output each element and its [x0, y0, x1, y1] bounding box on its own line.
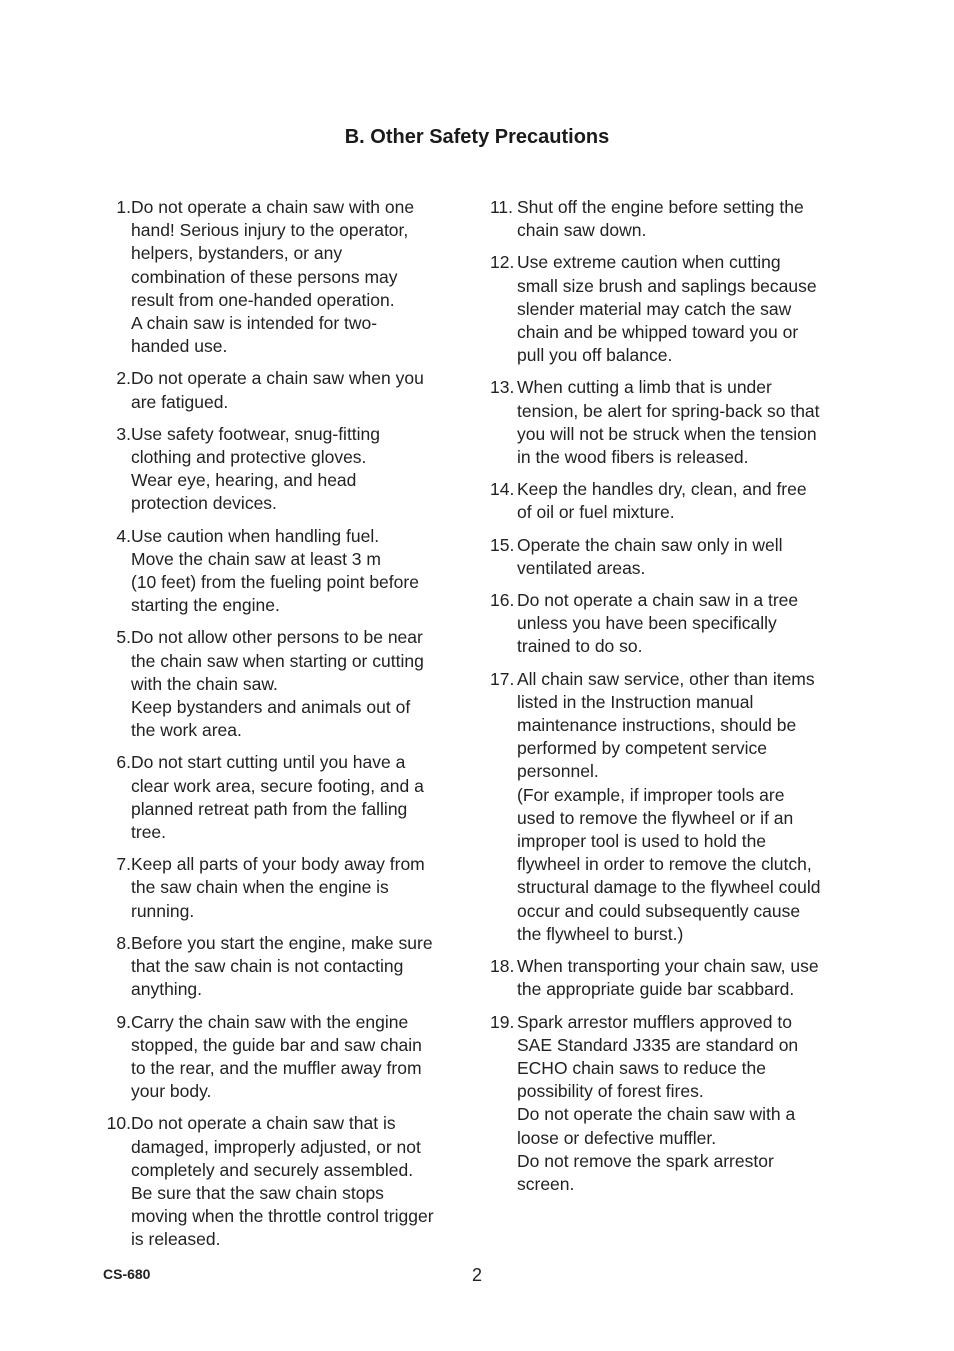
- right-column: [490, 196, 860, 1205]
- list-item: [490, 668, 860, 946]
- list-item: [490, 251, 860, 367]
- list-item: [104, 196, 474, 358]
- item-number: 6.: [116, 752, 131, 773]
- model-number: CS-680: [103, 1266, 151, 1282]
- item-text: Do not operate a chain saw with one hand! Serious injury to the operator, helpers, bystanders, or any combination of these persons may result from one-handed operation. A chain saw is intended for two- handed use.: [131, 197, 415, 357]
- list-item: [490, 955, 860, 1001]
- item-text: Do not start cutting until you have a clear work area, secure footing, and a planned retreat path from the falling tree.: [131, 752, 424, 843]
- item-number: 1.: [116, 197, 131, 217]
- list-item: [104, 751, 474, 844]
- list-item: [104, 1011, 474, 1104]
- item-text: All chain saw service, other than items listed in the Instruction manual maintenance instructions, should be performed by competent service personnel. (For example, if improper tools are used to remove the flywheel or if an improper tool is used to hold the flywheel in order to remove the clutch, structural damage to the flywheel could occur and could subsequently cause the flywheel to burst.): [517, 668, 821, 944]
- item-number: 19.: [490, 1011, 515, 1032]
- item-number: 5.: [116, 627, 131, 648]
- page-title: B. Other Safety Precautions: [344, 126, 610, 148]
- item-number: 13.: [490, 377, 515, 398]
- list-item: [490, 376, 860, 469]
- list-item: [490, 534, 860, 580]
- item-text: Operate the chain saw only in well ventilated areas.: [517, 534, 783, 578]
- item-number: 2.: [116, 368, 131, 389]
- item-number: 11.: [490, 197, 514, 217]
- list-item: [104, 1112, 474, 1251]
- item-number: 17.: [490, 668, 515, 689]
- item-text: Do not operate a chain saw that is damaged, improperly adjusted, or not completely and securely assembled. Be sure that the saw chain stops moving when the throttle control trigger is released.: [131, 1113, 434, 1250]
- item-text: Use extreme caution when cutting small size brush and saplings because slender material may catch the saw chain and be whipped toward you or pull you off balance.: [517, 252, 817, 366]
- list-item: [490, 196, 860, 242]
- item-text: Do not operate a chain saw when you are fatigued.: [131, 368, 424, 412]
- item-number: 15.: [490, 534, 515, 555]
- list-item: [490, 589, 860, 659]
- item-text: Use caution when handling fuel. Move the chain saw at least 3 m (10 feet) from the fueling point before starting the engine.: [131, 525, 419, 616]
- list-item: [104, 853, 474, 923]
- item-number: 7.: [116, 854, 131, 875]
- item-number: 9.: [116, 1011, 131, 1032]
- list-item: [490, 1011, 860, 1197]
- item-text: Do not operate a chain saw in a tree unless you have been specifically trained to do so.: [517, 590, 799, 657]
- item-text: When transporting your chain saw, use the appropriate guide bar scabbard.: [517, 956, 819, 1000]
- page-number: 2: [471, 1265, 482, 1285]
- list-item: [104, 932, 474, 1002]
- item-text: Shut off the engine before setting the chain saw down.: [517, 197, 804, 241]
- item-number: 16.: [490, 590, 515, 611]
- item-text: Keep the handles dry, clean, and free of oil or fuel mixture.: [517, 479, 807, 523]
- item-number: 10.: [106, 1113, 131, 1134]
- item-number: 4.: [116, 525, 131, 546]
- item-text: When cutting a limb that is under tension, be alert for spring-back so that you will not be struck when the tension in the wood fibers is released.: [517, 377, 820, 468]
- list-item: [104, 626, 474, 742]
- item-text: Before you start the engine, make sure that the saw chain is not contacting anything.: [131, 932, 433, 1000]
- item-number: 14.: [490, 479, 515, 500]
- item-text: Use safety footwear, snug-fitting clothing and protective gloves. Wear eye, hearing, and head protection devices.: [131, 423, 381, 514]
- list-item: [104, 423, 474, 516]
- list-item: [104, 525, 474, 618]
- item-text: Keep all parts of your body away from the saw chain when the engine is running.: [131, 854, 425, 921]
- left-column: [104, 196, 474, 1261]
- item-number: 8.: [116, 932, 131, 953]
- item-text: Carry the chain saw with the engine stopped, the guide bar and saw chain to the rear, and the muffler away from your body.: [131, 1011, 422, 1102]
- item-text: Spark arrestor mufflers approved to SAE Standard J335 are standard on ECHO chain saws to reduce the possibility of forest fires. Do not operate the chain saw with a loose or defective muffler. Do not remove the spark arrestor screen.: [517, 1011, 799, 1194]
- item-number: 12.: [490, 252, 515, 273]
- item-number: 18.: [490, 956, 515, 977]
- item-text: Do not allow other persons to be near the chain saw when starting or cutting with the chain saw. Keep bystanders and animals out of the work area.: [131, 627, 424, 741]
- list-item: [104, 367, 474, 413]
- item-number: 3.: [116, 423, 131, 444]
- list-item: [490, 478, 860, 524]
